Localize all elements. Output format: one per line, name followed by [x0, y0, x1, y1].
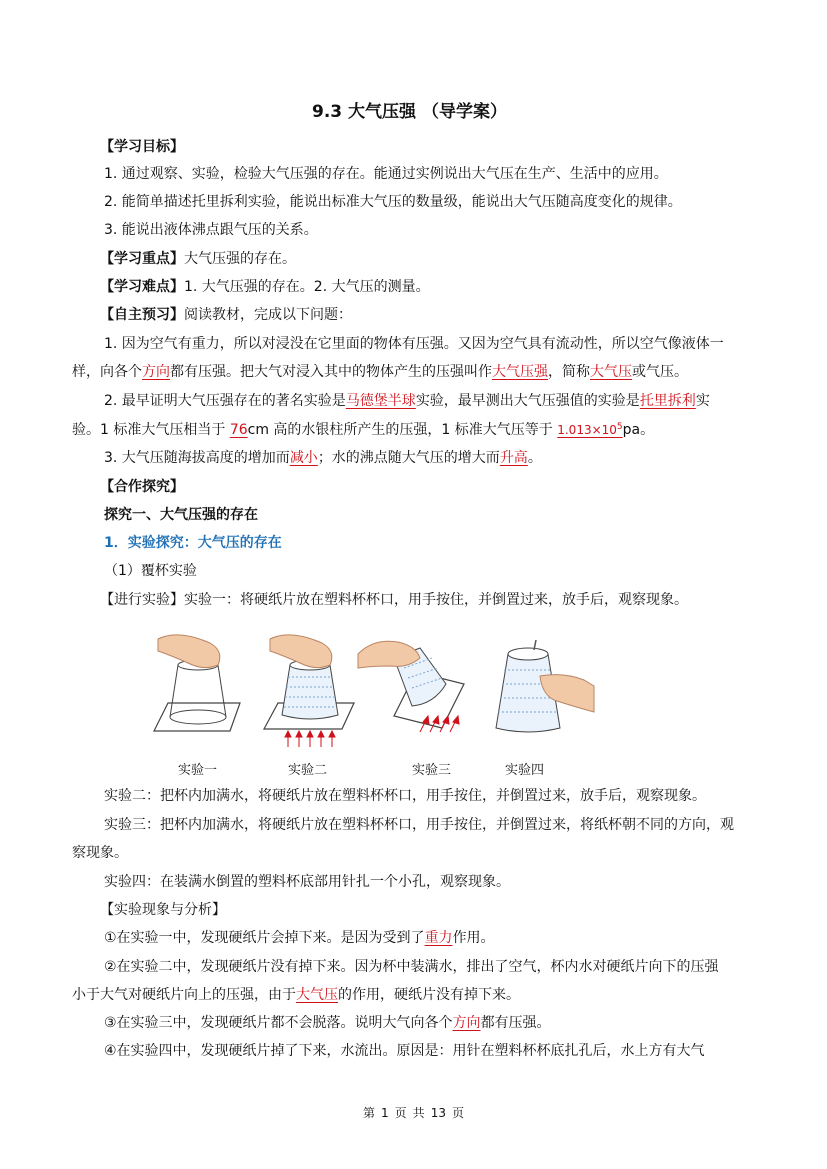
- q2-text-a: 2. 最早证明大气压强存在的著名实验是: [104, 393, 346, 409]
- footer-text: 页: [394, 1106, 407, 1120]
- answer-blank: 托里拆利: [639, 393, 696, 409]
- experiment-4-text: 实验四：在装满水倒置的塑料杯底部用针扎一个小孔，观察现象。: [104, 874, 510, 890]
- experiment-2-illustration: [258, 625, 362, 749]
- q2-text-d: 验。1 标准大气压相当于: [72, 422, 230, 438]
- q2-text-e: cm 高的水银柱所产生的压强，1 标准大气压等于: [247, 422, 558, 438]
- answer-mantissa: 1.013×10: [557, 423, 617, 437]
- q2-text-b: 实验，最早测出大气压强值的实验是: [415, 393, 640, 409]
- footer-text: 第: [363, 1106, 376, 1120]
- result-1-tail: 作用。: [452, 930, 495, 946]
- objective-3: 3. 能说出液体沸点跟气压的关系。: [104, 222, 318, 238]
- page-footer: [0, 1104, 827, 1121]
- q3-text-b: ；水的沸点随大气压的增大而: [317, 450, 500, 466]
- experiment-3-text-a: 实验三：把杯内加满水，将硬纸片放在塑料杯杯口，用手按住，并倒置过来，将纸杯朝不同的方向，观: [104, 817, 734, 833]
- preview-line: [100, 305, 352, 325]
- footer-text: 共: [412, 1106, 425, 1120]
- result-2-tail: 的作用，硬纸片没有掉下来。: [338, 987, 520, 1003]
- q1-text-e: 或气压。: [632, 364, 688, 380]
- experiment-4-illustration: [484, 636, 596, 744]
- result-2-text: 小于大气对硬纸片向上的压强，由于: [72, 987, 296, 1003]
- q1-line-b: [72, 362, 688, 382]
- difficulty-line: [100, 277, 430, 297]
- experiment-1-illustration: [148, 625, 248, 737]
- q2-line-b: [72, 420, 654, 440]
- focus-text: 大气压强的存在。: [184, 251, 296, 267]
- total-pages: 13: [430, 1106, 446, 1120]
- footer-text: 页: [451, 1106, 464, 1120]
- q1-text-d: ，简称: [548, 364, 590, 380]
- experiment-1-text: 【进行实验】实验一：将硬纸片放在塑料杯杯口，用手按住，并倒置过来，放手后，观察现象。: [100, 592, 688, 608]
- result-3: [104, 1013, 551, 1033]
- page-number: 1: [381, 1106, 389, 1120]
- answer-blank: 方向: [142, 364, 170, 380]
- objective-1: 1. 通过观察、实验，检验大气压强的存在。能通过实例说出大气压在生产、生活中的应用。: [104, 166, 668, 182]
- experiment-heading: 1．实验探究：大气压的存在: [104, 535, 282, 551]
- objectives-heading: 【学习目标】: [100, 139, 184, 155]
- result-4: ④在实验四中，发现硬纸片掉了下来，水流出。原因是：用针在塑料杯杯底扎孔后，水上方有大气: [104, 1043, 705, 1059]
- q1-line-a: 1. 因为空气有重力，所以对浸没在它里面的物体有压强。又因为空气具有流动性，所以空气像液体一: [104, 336, 724, 352]
- answer-blank: 大气压: [296, 987, 338, 1003]
- experiment-3-illustration: [354, 628, 470, 736]
- explore-heading: 【合作探究】: [100, 479, 184, 495]
- answer-blank: 减小: [289, 450, 318, 466]
- cup-experiment-heading: （1）覆杯实验: [104, 563, 197, 579]
- preview-intro: 阅读教材，完成以下问题：: [184, 307, 352, 323]
- q3-text-c: 。: [527, 450, 542, 466]
- result-1: [104, 928, 495, 948]
- experiment-2-caption: 实验二: [288, 763, 328, 778]
- result-2-a: ②在实验二中，发现硬纸片没有掉下来。因为杯中装满水，排出了空气，杯内水对硬纸片向下的压强: [104, 959, 719, 975]
- q3-text-a: 3. 大气压随海拔高度的增加而: [104, 450, 290, 466]
- experiment-3-caption: 实验三: [412, 763, 452, 778]
- q2-line-a: [104, 391, 710, 411]
- answer-blank: 76: [229, 422, 248, 438]
- q2-text-c: 实: [695, 393, 710, 409]
- answer-blank: 重力: [424, 930, 453, 946]
- q1-text-b: 样，向各个: [72, 364, 142, 380]
- answer-blank: 升高: [499, 450, 528, 466]
- page-title: 9.3 大气压强 （导学案）: [312, 102, 507, 122]
- answer-blank: 大气压强: [492, 364, 548, 380]
- difficulty-text: 1. 大气压强的存在。2. 大气压的测量。: [184, 279, 430, 295]
- q3-line: [104, 448, 542, 468]
- focus-line: [100, 249, 296, 269]
- analysis-heading: 【实验现象与分析】: [100, 902, 226, 918]
- objective-2: 2. 能简单描述托里拆利实验，能说出标准大气压的数量级，能说出大气压随高度变化的规律。: [104, 194, 682, 210]
- q2-text-f: pa。: [622, 422, 655, 438]
- answer-blank: 大气压: [590, 364, 632, 380]
- answer-blank: 方向: [452, 1015, 481, 1031]
- experiment-3-text-b: 察现象。: [72, 845, 128, 861]
- focus-heading: 【学习重点】: [100, 251, 184, 267]
- answer-blank: [557, 423, 622, 437]
- preview-heading: 【自主预习】: [100, 307, 184, 323]
- experiment-4-caption: 实验四: [505, 763, 545, 778]
- result-1-text: ①在实验一中，发现硬纸片会掉下来。是因为受到了: [104, 930, 425, 946]
- difficulty-heading: 【学习难点】: [100, 279, 184, 295]
- experiment-2-text: 实验二：把杯内加满水，将硬纸片放在塑料杯杯口，用手按住，并倒置过来，放手后，观察现象。: [104, 788, 706, 804]
- result-3-text: ③在实验三中，发现硬纸片都不会脱落。说明大气向各个: [104, 1015, 453, 1031]
- explore-subheading: 探究一、大气压强的存在: [104, 507, 258, 523]
- result-3-tail: 都有压强。: [480, 1015, 551, 1031]
- q1-text-c: 都有压强。把大气对浸入其中的物体产生的压强叫作: [170, 364, 492, 380]
- experiment-1-caption: 实验一: [178, 763, 218, 778]
- result-2-b: [72, 985, 520, 1005]
- answer-blank: 马德堡半球: [345, 393, 416, 409]
- answer-exponent: 5: [616, 422, 623, 432]
